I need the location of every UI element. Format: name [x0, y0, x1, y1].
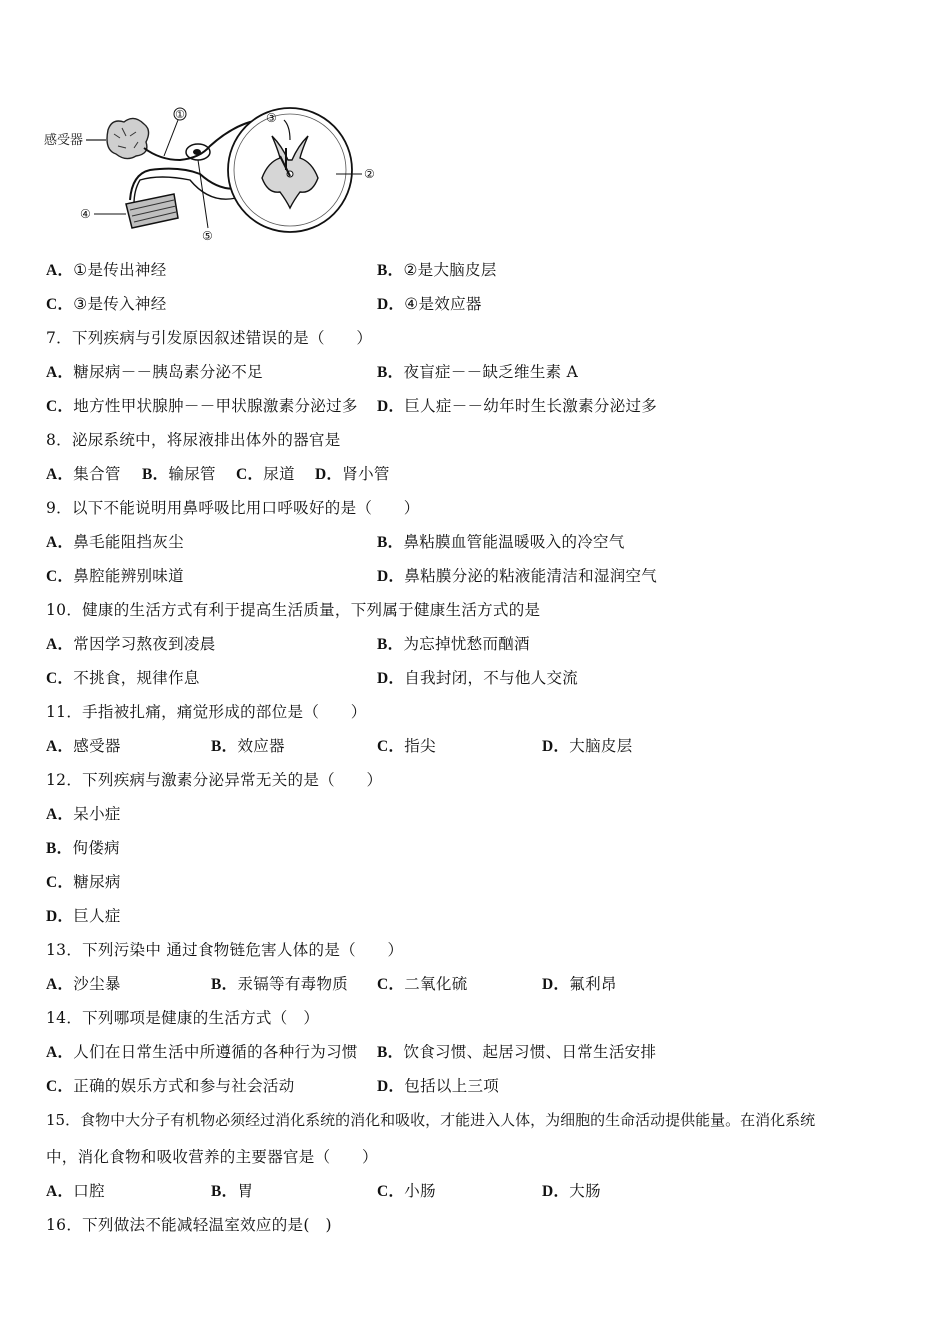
marker-2: ②: [364, 167, 375, 181]
q11-option-b: B．效应器: [211, 737, 285, 755]
marker-5: ⑤: [202, 229, 213, 243]
q9-option-c: C．鼻腔能辨别味道: [46, 567, 184, 585]
receptor-label: 感受器: [44, 133, 84, 148]
q9-option-a: A．鼻毛能阻挡灰尘: [46, 533, 184, 551]
q6-option-a: A．①是传出神经: [46, 261, 167, 279]
q11-option-a: A．感受器: [46, 737, 121, 755]
receptor-shape: [107, 118, 149, 158]
q12-option-b: B．佝偻病: [46, 839, 120, 857]
q7-option-c: C．地方性甲状腺肿－－甲状腺激素分泌过多: [46, 397, 358, 415]
q9-option-b: B．鼻粘膜血管能温暖吸入的冷空气: [377, 533, 625, 551]
q9-stem: 9．以下不能说明用鼻呼吸比用口呼吸好的是（ ）: [46, 499, 420, 517]
q12-option-d: D．巨人症: [46, 907, 121, 925]
q10-stem: 10．健康的生活方式有利于提高生活质量，下列属于健康生活方式的是: [46, 601, 541, 619]
q7-option-a: A．糖尿病－－胰岛素分泌不足: [46, 363, 263, 381]
q15-stem-line1: 15．食物中大分子有机物必须经过消化系统的消化和吸收，才能进入人体，为细胞的生命活动提供能量。在消化系统: [46, 1111, 816, 1129]
q12-stem: 12．下列疾病与激素分泌异常无关的是（ ）: [46, 771, 383, 789]
q12-option-c: C．糖尿病: [46, 873, 121, 891]
q9-option-d: D．鼻粘膜分泌的粘液能清洁和湿润空气: [377, 567, 658, 585]
q7-option-d: D．巨人症－－幼年时生长激素分泌过多: [377, 397, 658, 415]
q15-option-a: A．口腔: [46, 1182, 105, 1200]
q10-option-b: B．为忘掉忧愁而酗酒: [377, 635, 530, 653]
q15-option-c: C．小肠: [377, 1182, 436, 1200]
marker-4: ④: [80, 207, 91, 221]
q15-option-d: D．大肠: [542, 1182, 601, 1200]
marker-3: ③: [266, 111, 277, 125]
q8-option-c: C．尿道: [236, 465, 295, 483]
q15-option-b: B．胃: [211, 1182, 254, 1200]
q8-option-a: A．集合管: [46, 465, 121, 483]
marker-1: ①: [175, 108, 185, 121]
q6-option-d: D．④是效应器: [377, 295, 482, 313]
q11-option-c: C．指尖: [377, 737, 436, 755]
q12-option-a: A．呆小症: [46, 805, 121, 823]
q13-option-a: A．沙尘暴: [46, 975, 121, 993]
q6-option-b: B．②是大脑皮层: [377, 261, 497, 279]
q14-option-b: B．饮食习惯、起居习惯、日常生活安排: [377, 1043, 657, 1061]
q13-stem: 13．下列污染中 通过食物链危害人体的是（ ）: [46, 941, 404, 959]
q13-option-d: D．氟利昂: [542, 975, 617, 993]
q13-option-b: B．汞镉等有毒物质: [211, 975, 349, 993]
q7-stem: 7．下列疾病与引发原因叙述错误的是（ ）: [46, 329, 373, 347]
q11-stem: 11．手指被扎痛，痛觉形成的部位是（ ）: [46, 703, 367, 721]
reflex-arc-diagram: [40, 100, 385, 248]
q10-option-d: D．自我封闭，不与他人交流: [377, 669, 579, 687]
q6-option-c: C．③是传入神经: [46, 295, 167, 313]
q14-stem: 14．下列哪项是健康的生活方式（ ）: [46, 1009, 320, 1027]
q7-option-b: B．夜盲症－－缺乏维生素 A: [377, 363, 579, 381]
q14-option-d: D．包括以上三项: [377, 1077, 500, 1095]
q10-option-c: C．不挑食，规律作息: [46, 669, 200, 687]
q8-option-b: B．输尿管: [142, 465, 216, 483]
q14-option-c: C．正确的娱乐方式和参与社会活动: [46, 1077, 295, 1095]
q8-stem: 8．泌尿系统中，将尿液排出体外的器官是: [46, 431, 341, 449]
q15-stem-line2: 中，消化食物和吸收营养的主要器官是（ ）: [46, 1148, 378, 1166]
q13-option-c: C．二氧化硫: [377, 975, 468, 993]
q10-option-a: A．常因学习熬夜到凌晨: [46, 635, 216, 653]
q8-option-d: D．肾小管: [315, 465, 390, 483]
q16-stem: 16．下列做法不能减轻温室效应的是( ): [46, 1216, 332, 1234]
q11-option-d: D．大脑皮层: [542, 737, 633, 755]
q14-option-a: A．人们在日常生活中所遵循的各种行为习惯: [46, 1043, 358, 1061]
